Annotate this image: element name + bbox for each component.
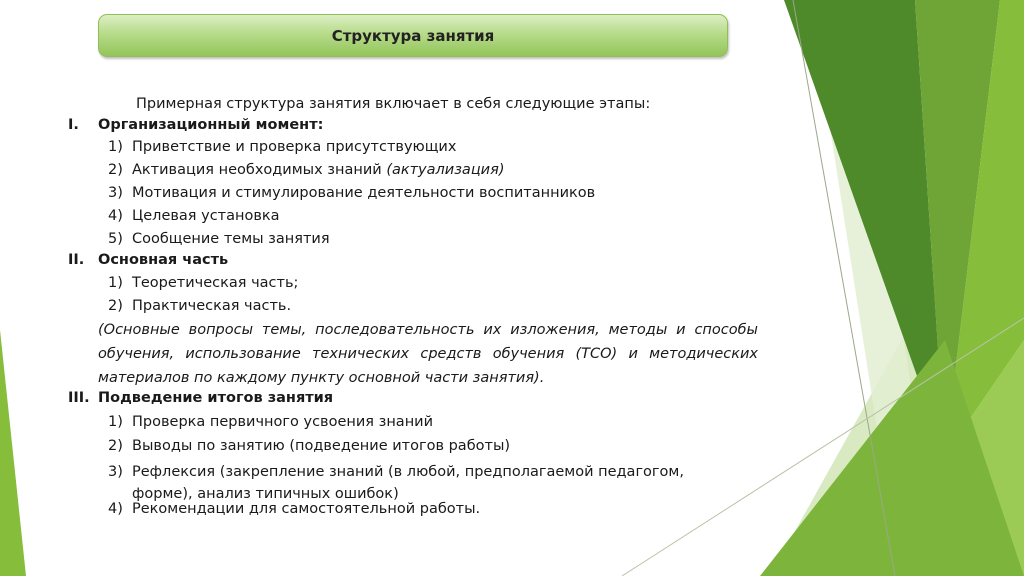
item-number: 1): [108, 275, 123, 291]
item-number: 4): [108, 501, 123, 517]
list-item: Практическая часть.: [132, 298, 292, 314]
list-item: Теоретическая часть;: [132, 275, 299, 291]
list-item-continuation: форме), анализ типичных ошибок): [132, 486, 399, 502]
item-italic-text: (актуализация): [386, 162, 505, 178]
item-number: 4): [108, 208, 123, 224]
section-heading-3: Подведение итогов занятия: [98, 390, 334, 406]
list-item: Рекомендации для самостоятельной работы.: [132, 501, 481, 517]
item-text: Активация необходимых знаний: [132, 162, 382, 178]
item-number: 2): [108, 298, 123, 314]
list-item: Мотивация и стимулирование деятельности воспитанников: [132, 185, 596, 201]
item-number: 1): [108, 414, 123, 430]
item-number: 3): [108, 464, 123, 480]
item-number: 5): [108, 231, 123, 247]
intro-text: Примерная структура занятия включает в себя следующие этапы:: [136, 96, 651, 112]
item-number: 2): [108, 438, 123, 454]
page-title: Структура занятия: [331, 27, 495, 45]
section-numeral-2: II.: [68, 252, 85, 268]
item-number: 3): [108, 185, 123, 201]
section-heading-1: Организационный момент:: [98, 117, 324, 133]
item-number: 1): [108, 139, 123, 155]
list-item: Выводы по занятию (подведение итогов работы): [132, 438, 511, 454]
section-heading-2: Основная часть: [98, 252, 229, 268]
main-part-note: (Основные вопросы темы, последовательность их изложения, методы и способы обучения, использование технических средств обучения (ТСО) и методических материалов по каждому пункту основной части занятия).: [98, 322, 758, 386]
list-item: Рефлексия (закрепление знаний (в любой, предполагаемой педагогом,: [132, 464, 684, 480]
list-item: Приветствие и проверка присутствующих: [132, 139, 457, 155]
list-item: Сообщение темы занятия: [132, 231, 330, 247]
section-numeral-3: III.: [68, 390, 90, 406]
list-item: Проверка первичного усвоения знаний: [132, 414, 434, 430]
list-item: [132, 161, 505, 179]
list-item: Целевая установка: [132, 208, 280, 224]
item-number: 2): [108, 162, 123, 178]
section-numeral-1: I.: [68, 117, 79, 133]
